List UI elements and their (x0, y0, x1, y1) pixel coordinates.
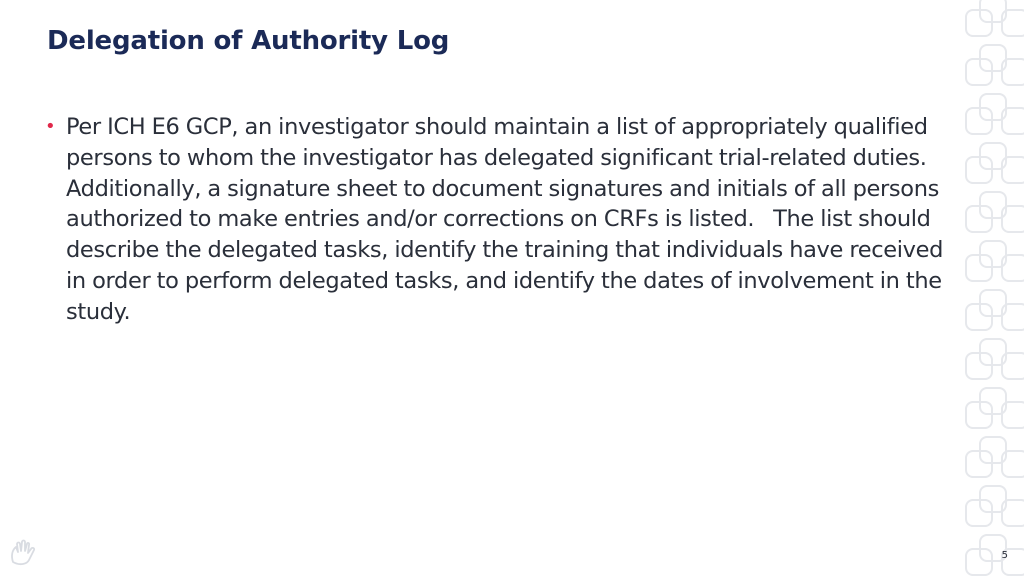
slide-title: Delegation of Authority Log (47, 26, 450, 56)
bullet-marker: • (45, 116, 56, 137)
page-number: 5 (1001, 550, 1008, 561)
bullet-list (45, 112, 950, 328)
pattern-tile (966, 94, 1024, 134)
bullet-item (45, 112, 950, 328)
bullet-text: Per ICH E6 GCP, an investigator should maintain a list of appropriately qualified persons to whom the investigator has delegated significant trial-related duties. Additionally, a signature sheet to document signatures and initials of all persons authorized to make entries and/or corrections on CRFs is listed. The list should describe the delegated tasks, identify the training that individuals have received in order to perform delegated tasks, and identify the dates of involvement in the study. (66, 114, 950, 325)
pattern-tile (966, 437, 1024, 477)
interlocking-squares-pattern-icon (962, 0, 1024, 576)
pattern-tile (966, 388, 1024, 428)
pattern-tile (966, 45, 1024, 85)
pattern-tile (966, 339, 1024, 379)
pattern-tile (966, 486, 1024, 526)
pattern-tile (966, 0, 1024, 36)
pattern-tile (966, 143, 1024, 183)
pattern-tile (966, 535, 1024, 575)
hand-logo-icon (8, 538, 38, 568)
pattern-tile (966, 192, 1024, 232)
pattern-tile (966, 241, 1024, 281)
pattern-tile (966, 290, 1024, 330)
